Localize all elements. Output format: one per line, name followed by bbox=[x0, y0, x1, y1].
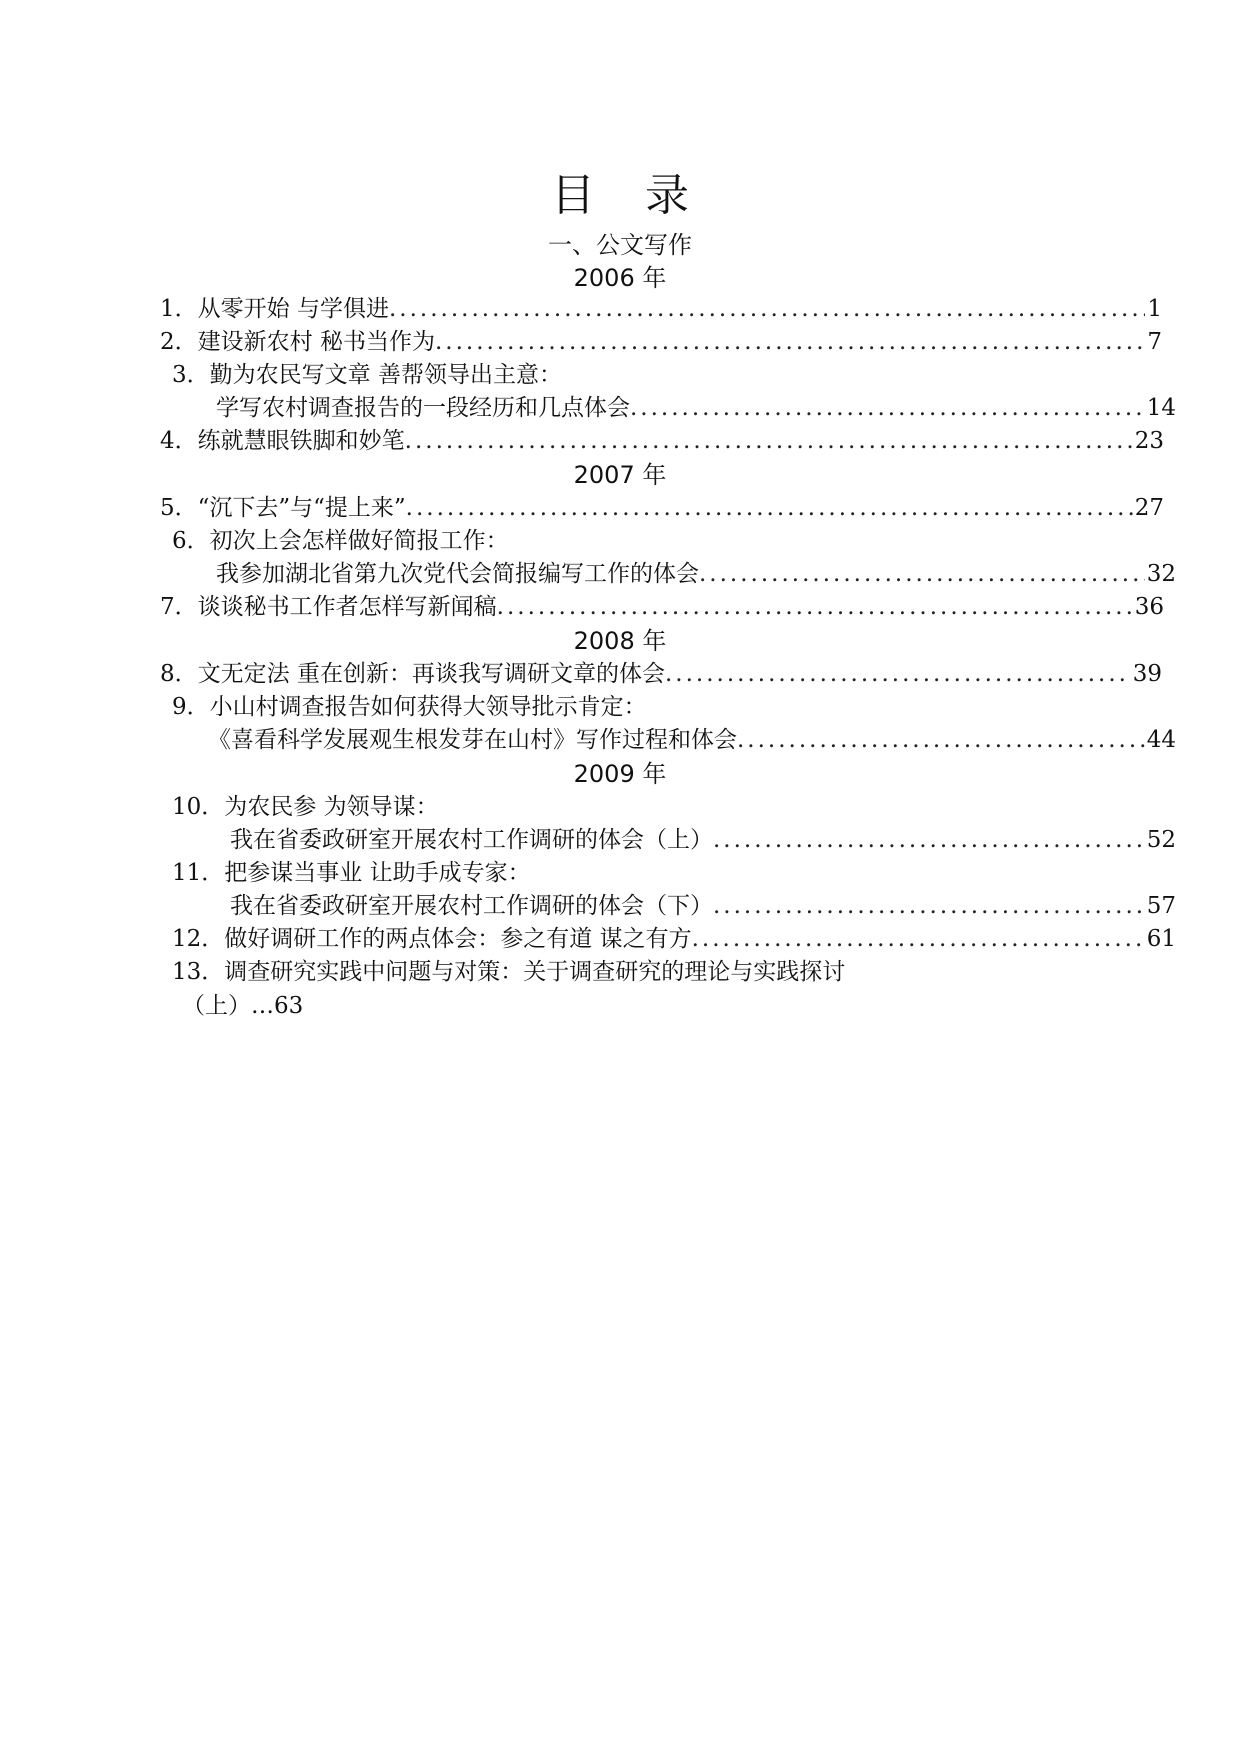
entry-title: 2．建设新农村 秘书当作为 bbox=[160, 329, 435, 355]
page-number: 1 bbox=[1147, 296, 1162, 322]
year-heading-2007: 2007 年 bbox=[573, 461, 667, 489]
dot-leader bbox=[713, 824, 1145, 857]
page-number: 27 bbox=[1134, 495, 1164, 521]
toc-entry-11-heading[interactable]: 11．把参谋当事业 让助手成专家： bbox=[172, 860, 531, 886]
entry-title: 7．谈谈秘书工作者怎样写新闻稿 bbox=[160, 594, 497, 620]
page-number: 32 bbox=[1146, 561, 1176, 587]
toc-entry-11[interactable] bbox=[230, 890, 1176, 923]
entry-title: 1．从零开始 与学俱进 bbox=[160, 296, 389, 322]
dot-leader bbox=[692, 923, 1145, 956]
toc-entry-2[interactable] bbox=[160, 326, 1162, 359]
toc-entry-4[interactable] bbox=[160, 425, 1164, 458]
toc-entry-10-heading[interactable]: 10．为农民参 为领导谋： bbox=[172, 794, 439, 820]
entry-title: 我在省委政研室开展农村工作调研的体会（上） bbox=[230, 827, 713, 853]
entry-title: 我在省委政研室开展农村工作调研的体会（下） bbox=[230, 893, 713, 919]
dot-leader bbox=[630, 392, 1145, 425]
toc-entry-7[interactable] bbox=[160, 591, 1164, 624]
toc-entry-5[interactable] bbox=[160, 492, 1164, 525]
toc-entry-13[interactable]: 13．调查研究实践中问题与对策：关于调查研究的理论与实践探讨 bbox=[172, 959, 846, 985]
toc-entry-13-continuation[interactable]: （上）…63 bbox=[182, 993, 304, 1019]
page-number: 57 bbox=[1146, 893, 1176, 919]
toc-entry-6-heading[interactable]: 6．初次上会怎样做好简报工作： bbox=[172, 528, 509, 554]
dot-leader bbox=[405, 425, 1133, 458]
dot-leader bbox=[406, 492, 1133, 525]
entry-title: 8．文无定法 重在创新：再谈我写调研文章的体会 bbox=[160, 661, 665, 687]
toc-entry-9-heading[interactable]: 9．小山村调查报告如何获得大领导批示肯定： bbox=[172, 694, 647, 720]
entry-title: 5．“沉下去”与“提上来” bbox=[160, 495, 406, 521]
toc-entry-9[interactable] bbox=[208, 724, 1176, 757]
dot-leader bbox=[699, 558, 1145, 591]
page-number: 52 bbox=[1146, 827, 1176, 853]
entry-title: 《喜看科学发展观生根发芽在山村》写作过程和体会 bbox=[208, 727, 737, 753]
toc-entry-12[interactable] bbox=[172, 923, 1176, 956]
page-title: 目 录 bbox=[551, 170, 707, 221]
toc-entry-1[interactable] bbox=[160, 293, 1162, 326]
dot-leader bbox=[665, 658, 1131, 691]
toc-entry-10[interactable] bbox=[230, 824, 1176, 857]
section-heading: 一、公文写作 bbox=[548, 231, 692, 259]
toc-entry-6[interactable] bbox=[216, 558, 1176, 591]
entry-title: 12．做好调研工作的两点体会：参之有道 谋之有方 bbox=[172, 926, 692, 952]
page-number: 36 bbox=[1134, 594, 1164, 620]
entry-title: 学写农村调查报告的一段经历和几点体会 bbox=[216, 395, 630, 421]
dot-leader bbox=[435, 326, 1145, 359]
page-number: 7 bbox=[1147, 329, 1162, 355]
dot-leader bbox=[497, 591, 1133, 624]
page-number: 44 bbox=[1146, 727, 1176, 753]
page-number: 61 bbox=[1146, 926, 1176, 952]
year-heading-2008: 2008 年 bbox=[573, 627, 667, 655]
entry-title: 4．练就慧眼铁脚和妙笔 bbox=[160, 428, 405, 454]
dot-leader bbox=[389, 293, 1145, 326]
toc-entry-3[interactable] bbox=[216, 392, 1176, 425]
page-number: 23 bbox=[1134, 428, 1164, 454]
entry-title: 我参加湖北省第九次党代会简报编写工作的体会 bbox=[216, 561, 699, 587]
dot-leader bbox=[713, 890, 1145, 923]
toc-entry-3-heading[interactable]: 3．勤为农民写文章 善帮领导出主意： bbox=[172, 362, 562, 388]
year-heading-2006: 2006 年 bbox=[573, 264, 667, 292]
page-number: 14 bbox=[1146, 395, 1176, 421]
page-number: 39 bbox=[1132, 661, 1162, 687]
dot-leader bbox=[737, 724, 1145, 757]
year-heading-2009: 2009 年 bbox=[573, 760, 667, 788]
toc-entry-8[interactable] bbox=[160, 658, 1162, 691]
